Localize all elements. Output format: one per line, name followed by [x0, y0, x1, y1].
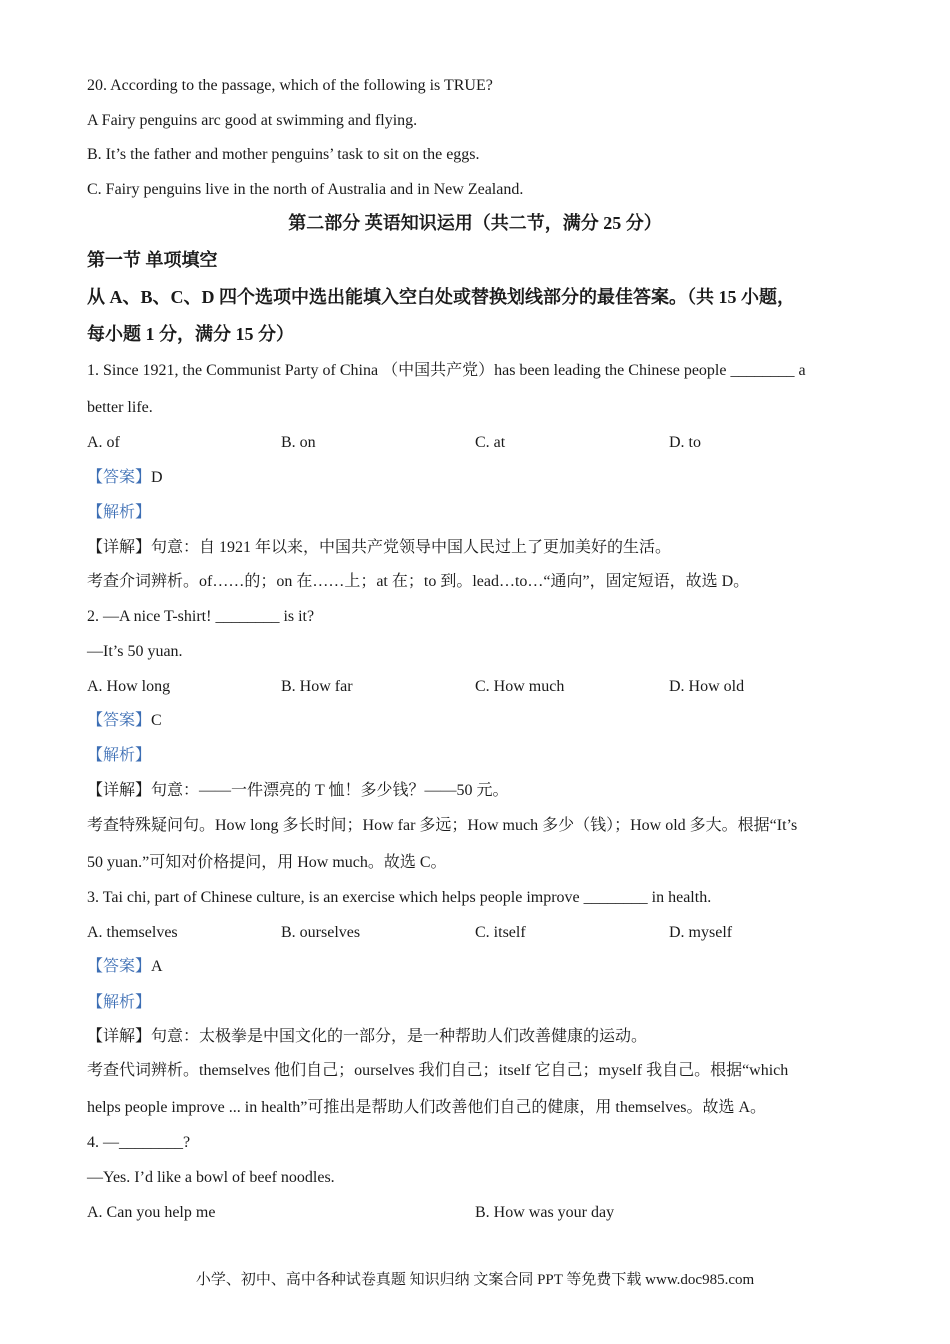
instructions-line2: 每小题 1 分，满分 15 分）: [87, 324, 294, 344]
q2-detail: [87, 781, 509, 801]
q1-analysis: [87, 503, 151, 523]
q2-stem: 2. —A nice T-shirt! ________ is it?: [87, 608, 315, 625]
q2-option-b: B. How far: [281, 678, 353, 695]
q1-stem-line2: better life.: [87, 399, 153, 416]
q3-detail: [87, 1027, 647, 1047]
q1-answer-value: D: [151, 469, 163, 486]
q4-stem: 4. —________?: [87, 1134, 191, 1151]
q3-explain-line2: helps people improve ... in health”可推出是帮助人们改善他们自己的健康，用 themselves。故选 A。: [87, 1099, 767, 1116]
q20-option-c: C. Fairy penguins live in the north of Australia and in New Zealand.: [87, 181, 524, 198]
answer-label: 【答案】: [87, 958, 152, 975]
q2-reply: —It’s 50 yuan.: [87, 643, 183, 660]
detail-label: 【详解】: [87, 1028, 152, 1045]
analysis-label: 【解析】: [87, 994, 152, 1011]
q2-explain-line1: 考查特殊疑问句。How long 多长时间；How far 多远；How much 多少（钱）；How old 多大。根据“It’s: [87, 817, 798, 834]
part2-title: 第二部分 英语知识运用（共二节，满分 25 分）: [288, 213, 662, 233]
q2-answer: [87, 711, 162, 731]
section1-title: 第一节 单项填空: [87, 250, 218, 270]
detail-label: 【详解】: [87, 782, 152, 799]
q4-option-b: B. How was your day: [475, 1204, 615, 1221]
q3-option-a: A. themselves: [87, 924, 178, 941]
q1-option-b: B. on: [281, 434, 316, 451]
detail-label: 【详解】: [87, 539, 152, 556]
q20-option-b: B. It’s the father and mother penguins’ task to sit on the eggs.: [87, 146, 480, 163]
q4-option-a: A. Can you help me: [87, 1204, 216, 1221]
q1-option-d: D. to: [669, 434, 701, 451]
q1-answer: [87, 468, 163, 488]
q3-answer: [87, 957, 163, 977]
q2-analysis: [87, 746, 151, 766]
q2-detail-text: 句意：——一件漂亮的 T 恤！多少钱？——50 元。: [151, 782, 509, 799]
q3-option-b: B. ourselves: [281, 924, 361, 941]
q1-explain: 考查介词辨析。of……的；on 在……上；at 在；to 到。lead…to…“通向”，固定短语，故选 D。: [87, 573, 750, 590]
q2-option-c: C. How much: [475, 678, 565, 695]
q20-option-a: A Fairy penguins arc good at swimming and flying.: [87, 112, 418, 129]
q2-answer-value: C: [151, 712, 162, 729]
q1-detail-text: 句意：自 1921 年以来，中国共产党领导中国人民过上了更加美好的生活。: [151, 539, 672, 556]
q2-explain-line2: 50 yuan.”可知对价格提问，用 How much。故选 C。: [87, 854, 447, 871]
q2-option-a: A. How long: [87, 678, 171, 695]
q3-answer-value: A: [151, 958, 163, 975]
q20-stem: 20. According to the passage, which of the following is TRUE?: [87, 77, 493, 94]
q3-detail-text: 句意：太极拳是中国文化的一部分，是一种帮助人们改善健康的运动。: [151, 1028, 648, 1045]
q3-explain-line1: 考查代词辨析。themselves 他们自己；ourselves 我们自己；itself 它自己；myself 我自己。根据“which: [87, 1062, 789, 1079]
q3-option-c: C. itself: [475, 924, 526, 941]
page-footer: 小学、初中、高中各种试卷真题 知识归纳 文案合同 PPT 等免费下载 www.doc985.com: [195, 1272, 755, 1288]
answer-label: 【答案】: [87, 712, 152, 729]
q1-detail: [87, 538, 671, 558]
answer-label: 【答案】: [87, 469, 152, 486]
q2-option-d: D. How old: [669, 678, 745, 695]
q1-option-c: C. at: [475, 434, 506, 451]
q3-option-d: D. myself: [669, 924, 733, 941]
instructions-line1: 从 A、B、C、D 四个选项中选出能填入空白处或替换划线部分的最佳答案。（共 15 小题，: [87, 287, 795, 307]
q1-stem-line1: 1. Since 1921, the Communist Party of China （中国共产党）has been leading the Chinese people ________ a: [87, 362, 806, 379]
q3-analysis: [87, 993, 151, 1013]
q4-reply: —Yes. I’d like a bowl of beef noodles.: [87, 1169, 335, 1186]
q3-stem: 3. Tai chi, part of Chinese culture, is an exercise which helps people improve ________ in health.: [87, 889, 712, 906]
q1-option-a: A. of: [87, 434, 120, 451]
analysis-label: 【解析】: [87, 504, 152, 521]
analysis-label: 【解析】: [87, 747, 152, 764]
